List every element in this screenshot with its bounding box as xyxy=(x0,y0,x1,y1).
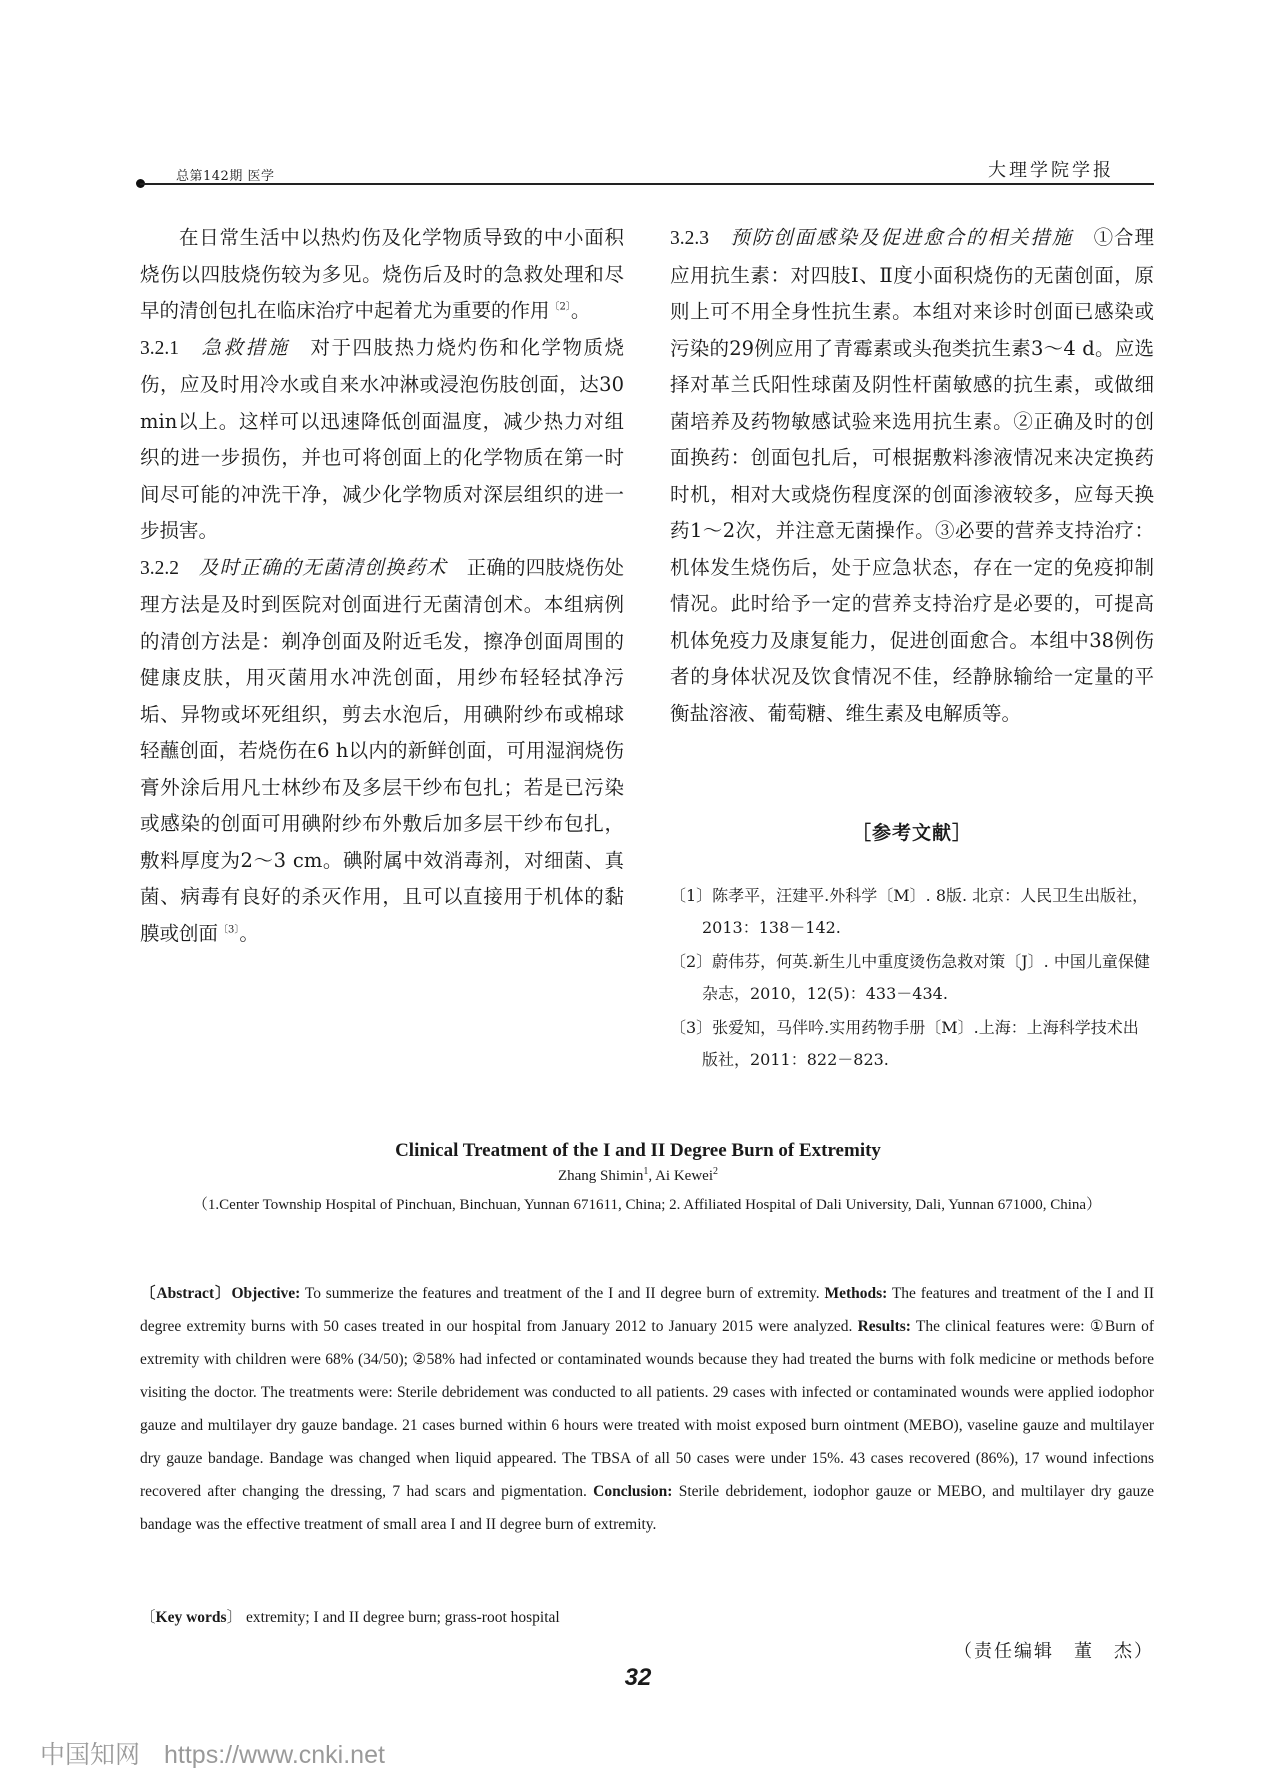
section-number: 3.2.1 xyxy=(140,337,179,359)
english-abstract xyxy=(140,1277,1154,1541)
references-heading: ［参考文献］ xyxy=(851,822,972,844)
section-text: 正确的四肢烧伤处理方法是及时到医院对创面进行无菌清创术。本组病例的清创方法是：剃净创面及附近毛发，擦净创面周围的健康皮肤，用灭菌用水冲洗创面，用纱布轻轻拭净污垢、异物或坏死组织，剪去水泡后，用碘附纱布或棉球轻蘸创面，若烧伤在6 h以内的新鲜创面，可用湿润烧伤膏外涂后用凡士林纱布及多层干纱布包扎；若是已污染或感染的创面可用碘附纱布外敷后加多层干纱布包扎，敷料厚度为2～3 cm。碘附属中效消毒剂，对细菌、真菌、病毒有良好的杀灭作用，且可以直接用于机体的黏膜或创面 xyxy=(140,555,624,945)
keywords-bracket: 〕 xyxy=(226,1609,243,1626)
left-column xyxy=(140,220,624,952)
keywords-text: extremity; I and II degree burn; grass-root hospital xyxy=(245,1609,560,1626)
intro-text: 在日常生活中以热灼伤及化学物质导致的中小面积烧伤以四肢烧伤较为多见。烧伤后及时的急救处理和尽早的清创包扎在临床治疗中起着尤为重要的作用 xyxy=(140,226,624,322)
header-divider xyxy=(140,183,1154,185)
reference-item: 〔1〕陈孝平，汪建平.外科学〔M〕. 8版. 北京：人民卫生出版社，2013：138－142. xyxy=(670,886,1149,937)
references-list xyxy=(670,880,1154,1078)
citation-2[interactable]: 〔2〕 xyxy=(549,301,571,313)
reference-item: 〔3〕张爱知，马伴吟.实用药物手册〔M〕.上海：上海科学技术出版社，2011：822－823. xyxy=(670,1018,1139,1069)
watermark-url[interactable]: https://www.cnki.net xyxy=(164,1741,385,1769)
right-column xyxy=(670,220,1154,732)
citation-3[interactable]: 〔3〕 xyxy=(218,924,240,935)
author-affil-mark: 1 xyxy=(643,1166,649,1177)
english-keywords xyxy=(140,1601,1154,1634)
results-text: The clinical features were: ①Burn of extremity with children were 68% (34/50); ②58% had infected or contaminated wounds because they had treated the burns with folk medicine or methods before visiting the doctor. The treatments were: Sterile debridement was conducted to all patients. 29 cases with infected or contaminated wounds were applied iodophor gauze and multilayer dry gauze bandage. 21 cases burned within 6 hours were treated with moist exposed burn ointment (MEBO), vaseline gauze and multilayer dry gauze bandage. Bandage was changed when liquid appeared. The TBSA of all 50 cases were under 15%. 43 cases recovered (86%), 17 wound infections recovered after changing the dressing, 7 had scars and pigmentation. xyxy=(140,1318,1154,1500)
section-3-2-2 xyxy=(140,550,624,953)
keywords-label: Key words xyxy=(155,1609,227,1626)
section-3-2-3 xyxy=(670,220,1154,732)
section-number: 3.2.3 xyxy=(670,228,709,249)
running-header-issue: 总第142期 医学 xyxy=(176,169,275,184)
section-text: 对于四肢热力烧灼伤和化学物质烧伤，应及时用冷水或自来水冲淋或浸泡伤肢创面，达30 min以上。这样可以迅速降低创面温度，减少热力对组织的进一步损伤，并也可将创面上的化学物质在第一时间尽可能的冲洗干净，减少化学物质对深层组织的进一步损害。 xyxy=(140,335,624,542)
section-title: 预防创面感染及促进愈合的相关措施 xyxy=(730,226,1074,249)
cnki-watermark xyxy=(40,1735,385,1771)
english-authors xyxy=(0,1168,1276,1185)
methods-text: The features and treatment of the I and II degree extremity burns with 50 cases treated in our hospital from January 2012 to January 2015 were analyzed. xyxy=(140,1285,1154,1335)
author-affil-mark: 2 xyxy=(713,1166,718,1177)
responsible-editor: （责任编辑 董 杰） xyxy=(954,1641,1154,1662)
author-name: Ai Kewei xyxy=(655,1168,713,1184)
watermark-site: 中国知网 xyxy=(40,1740,141,1769)
section-title: 及时正确的无菌清创换药术 xyxy=(198,555,448,579)
intro-end: 。 xyxy=(570,299,591,322)
objective-label: Objective: xyxy=(231,1285,301,1302)
english-title: Clinical Treatment of the I and II Degree Burn of Extremity xyxy=(395,1140,881,1161)
intro-paragraph xyxy=(140,220,624,330)
journal-name: 大理学院学报 xyxy=(988,160,1114,181)
objective-text: To summerize the features and treatment of the I and II degree burn of extremity. xyxy=(300,1285,825,1302)
results-label: Results: xyxy=(857,1318,911,1335)
conclusion-text: Sterile debridement, iodophor gauze or MEBO, and multilayer dry gauze bandage was the effective treatment of small area I and II degree burn of extremity. xyxy=(140,1483,1154,1533)
english-affiliation: （1.Center Township Hospital of Pinchuan, Binchuan, Yunnan 671611, China; 2. Affiliated Hospital of Dali University, Dali, Yunnan 671000, China） xyxy=(192,1197,1102,1213)
methods-label: Methods: xyxy=(824,1285,888,1302)
reference-item: 〔2〕蔚伟芬，何英.新生儿中重度烫伤急救对策〔J〕. 中国儿童保健杂志，2010，12(5)：433－434. xyxy=(670,952,1150,1003)
page-number: 32 xyxy=(624,1664,652,1691)
conclusion-label: Conclusion: xyxy=(593,1483,673,1500)
abstract-label: 〔Abstract〕 xyxy=(140,1285,232,1302)
section-3-2-1 xyxy=(140,330,624,550)
author-name: Zhang Shimin xyxy=(557,1168,644,1184)
section-number: 3.2.2 xyxy=(140,557,179,579)
section-title: 急救措施 xyxy=(201,335,290,359)
section-end: 。 xyxy=(239,921,259,945)
section-text: ①合理应用抗生素：对四肢Ⅰ、Ⅱ度小面积烧伤的无菌创面，原则上可不用全身性抗生素。本组对来诊时创面已感染或污染的29例应用了青霉素或头孢类抗生素3～4 d。应选择对革兰氏阳性球菌及阴性杆菌敏感的抗生素，或做细菌培养及药物敏感试验来选用抗生素。②正确及时的创面换药：创面包扎后，可根据敷料渗液情况来决定换药时机，相对大或烧伤程度深的创面渗液较多，应每天换药1～2次，并注意无菌操作。③必要的营养支持治疗：机体发生烧伤后，处于应急状态，存在一定的免疫抑制情况。此时给予一定的营养支持治疗是必要的，可提高机体免疫力及康复能力，促进创面愈合。本组中38例伤者的身体状况及饮食情况不佳，经静脉输给一定量的平衡盐溶液、葡萄糖、维生素及电解质等。 xyxy=(670,226,1154,725)
author-separator: , xyxy=(648,1168,656,1184)
keywords-bracket: 〔 xyxy=(140,1609,156,1626)
